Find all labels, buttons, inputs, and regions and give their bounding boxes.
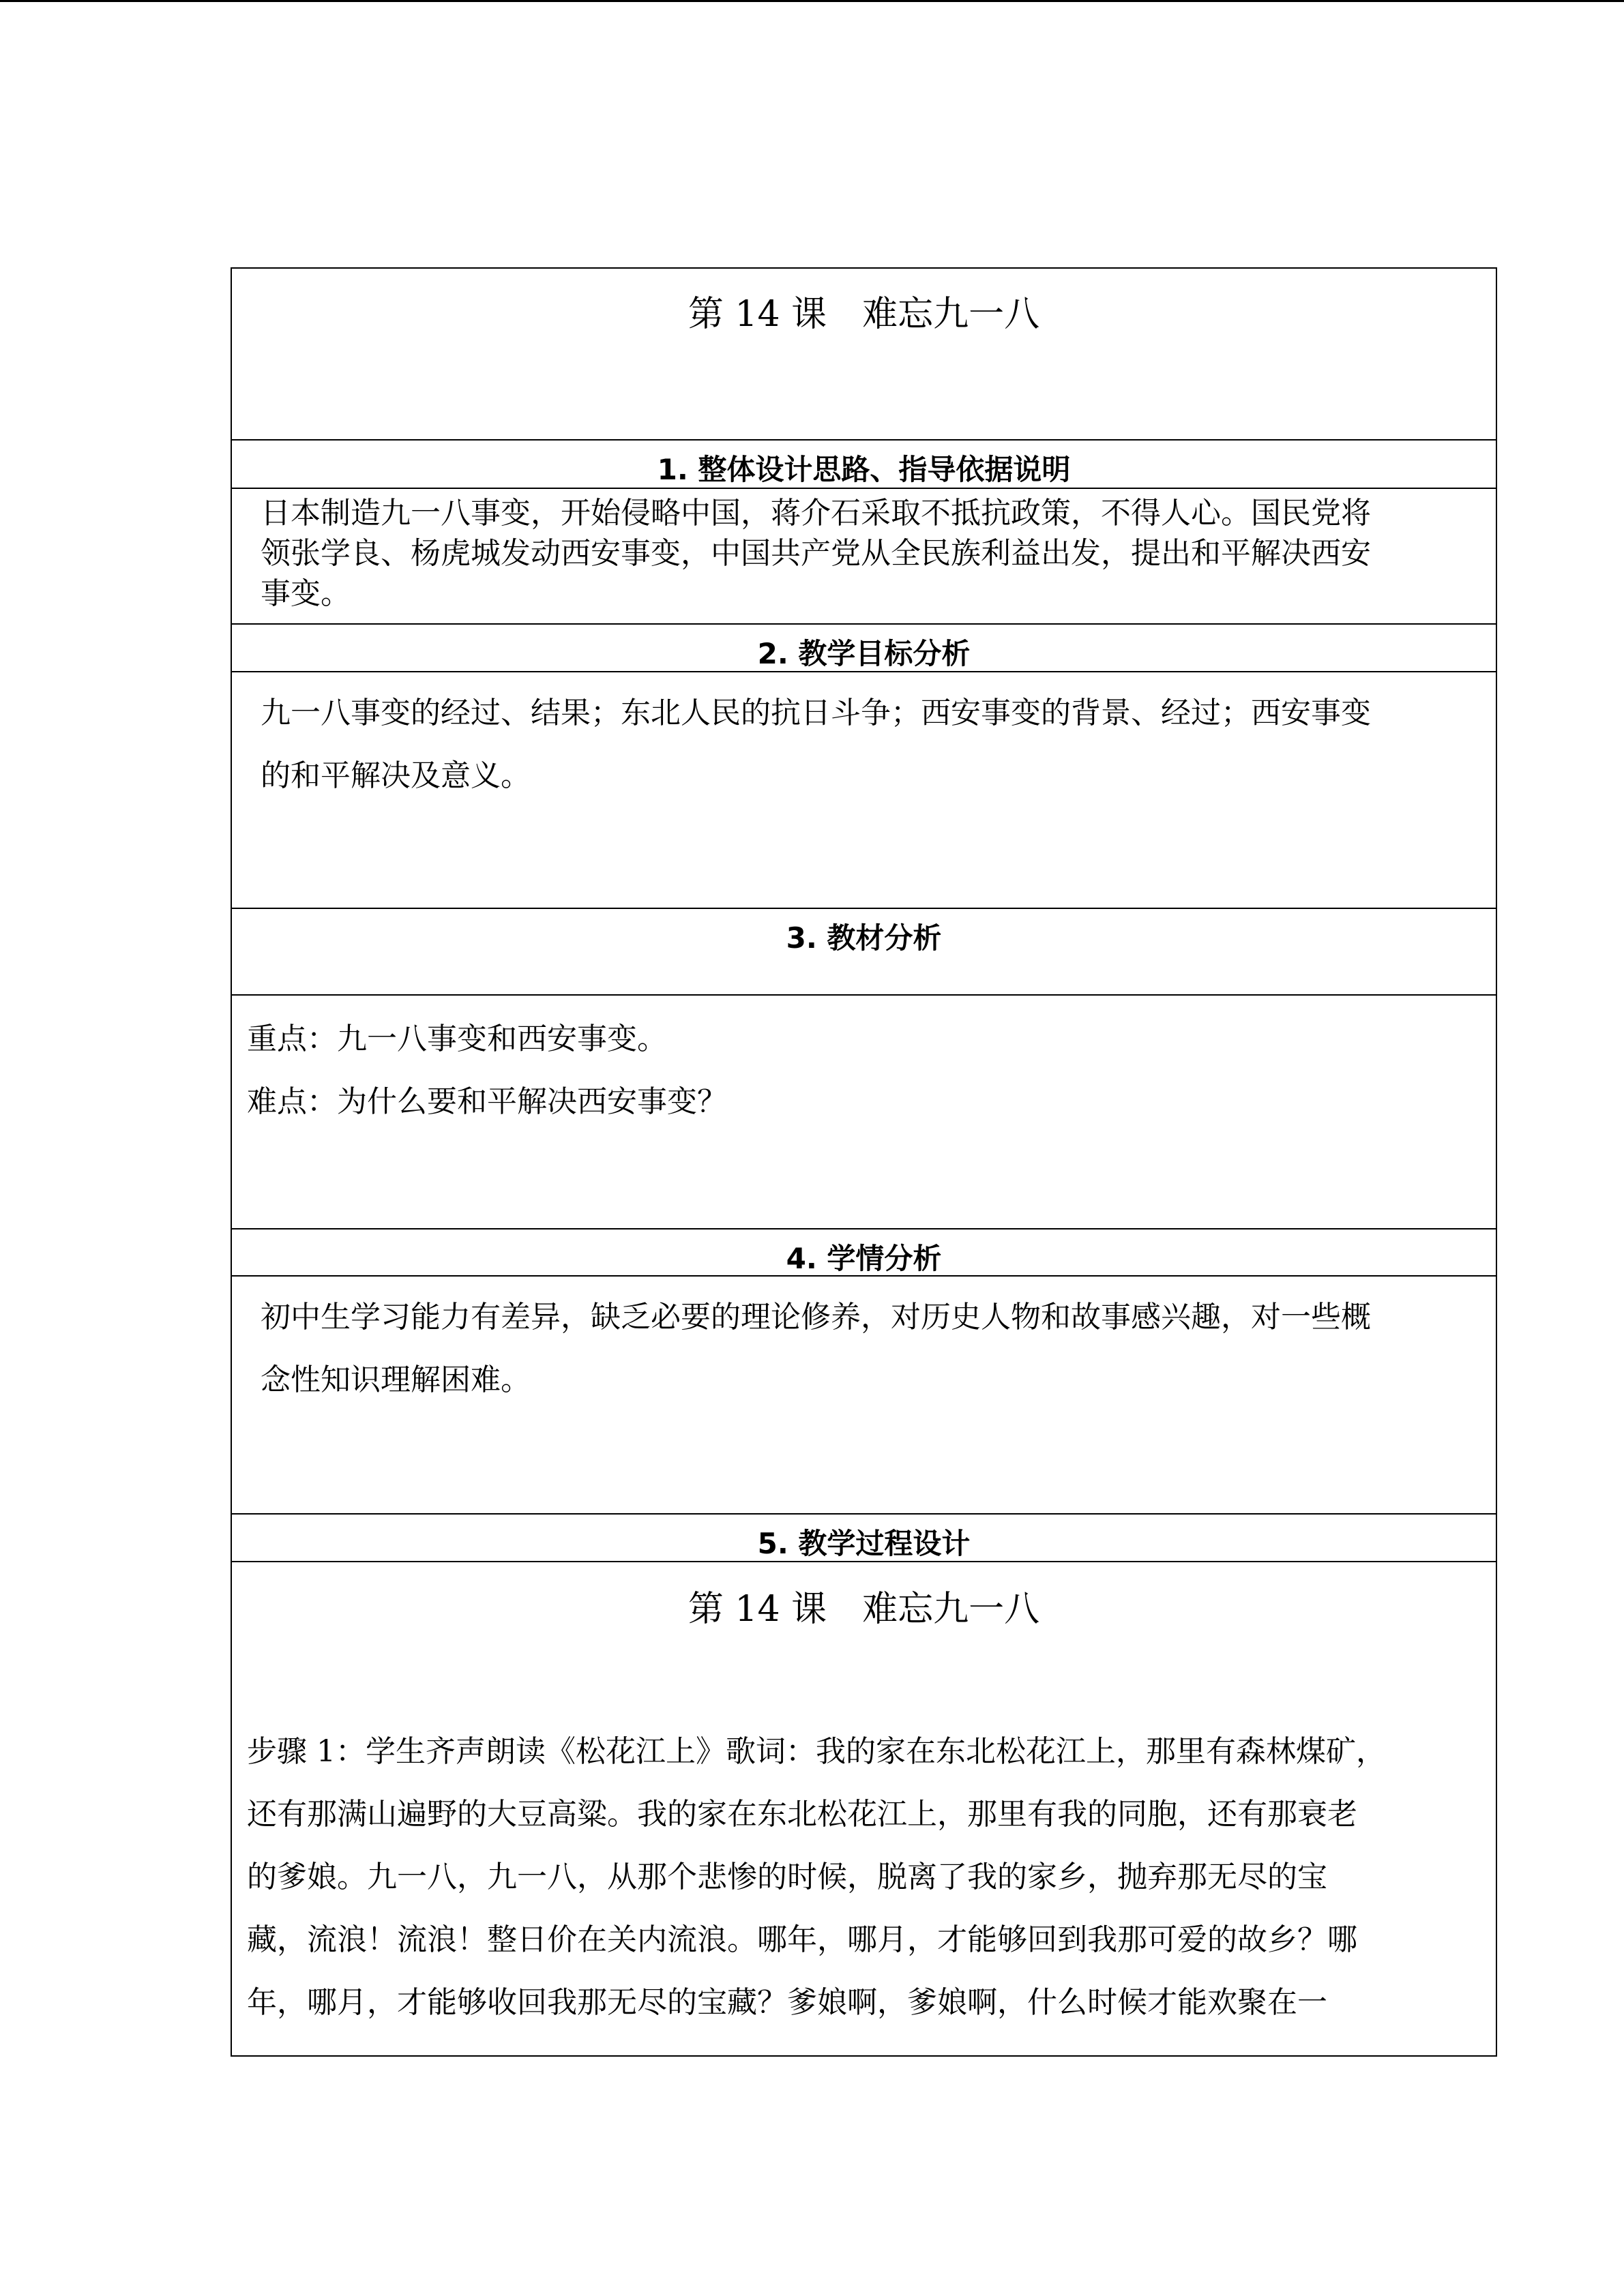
section-1-heading-row [232,441,1496,489]
section-2-heading: 2. 教学目标分析 [757,637,971,670]
difficult-point: 难点：为什么要和平解决西安事变？ [247,1084,727,1119]
section-1-line-3: 事变。 [261,576,351,611]
section-2-line-2: 的和平解决及意义。 [261,758,531,793]
section-3-heading-row [232,909,1496,996]
section-5-heading: 5. 教学过程设计 [757,1527,971,1560]
section-4-line-2: 念性知识理解困难。 [261,1362,531,1397]
section-1-line-1: 日本制造九一八事变，开始侵略中国，蒋介石采取不抵抗政策，不得人心。国民党将 [261,496,1371,531]
section-4-body-row [232,1277,1496,1515]
section-1-body [261,493,1371,614]
section-5-body [247,1720,1386,2034]
section-3-body-row [232,996,1496,1229]
document-title: 第 14 课 难忘九一八 [688,294,1040,335]
section-3-body [247,1008,727,1133]
section-4-body [261,1286,1371,1412]
section-2-line-1: 九一八事变的经过、结果；东北人民的抗日斗争；西安事变的背景、经过；西安事变 [261,696,1371,730]
section-5-body-row [232,1562,1496,2055]
section-5-line-1: 步骤 1：学生齐声朗读《松花江上》歌词：我的家在东北松花江上，那里有森林煤矿， [247,1734,1386,1769]
section-4-line-1: 初中生学习能力有差异，缺乏必要的理论修养，对历史人物和故事感兴趣，对一些概 [261,1300,1371,1335]
section-5-line-4: 藏，流浪！流浪！整日价在关内流浪。哪年，哪月，才能够回到我那可爱的故乡？哪 [247,1922,1357,1957]
section-4-heading: 4. 学情分析 [786,1242,942,1275]
section-5-line-3: 的爹娘。九一八，九一八，从那个悲惨的时候，脱离了我的家乡，抛弃那无尽的宝 [247,1860,1327,1894]
key-point: 重点：九一八事变和西安事变。 [247,1022,667,1056]
section-5-line-5: 年，哪月，才能够收回我那无尽的宝藏？爹娘啊，爹娘啊，什么时候才能欢聚在一 [247,1985,1327,2020]
section-5-heading-row [232,1515,1496,1562]
title-row [232,269,1496,441]
section-5-line-2: 还有那满山遍野的大豆高粱。我的家在东北松花江上，那里有我的同胞，还有那衰老 [247,1797,1357,1832]
section-3-heading: 3. 教材分析 [786,921,942,955]
page-top-border [0,0,1624,2]
section-2-body [261,682,1371,807]
section-1-heading: 1. 整体设计思路、指导依据说明 [657,453,1071,486]
section-2-heading-row [232,625,1496,672]
section-5-subtitle: 第 14 课 难忘九一八 [688,1589,1040,1630]
section-1-line-2: 领张学良、杨虎城发动西安事变，中国共产党从全民族利益出发，提出和平解决西安 [261,536,1371,571]
section-1-body-row [232,489,1496,625]
section-2-body-row [232,672,1496,909]
section-4-heading-row [232,1229,1496,1277]
lesson-plan-table [231,267,1497,2057]
